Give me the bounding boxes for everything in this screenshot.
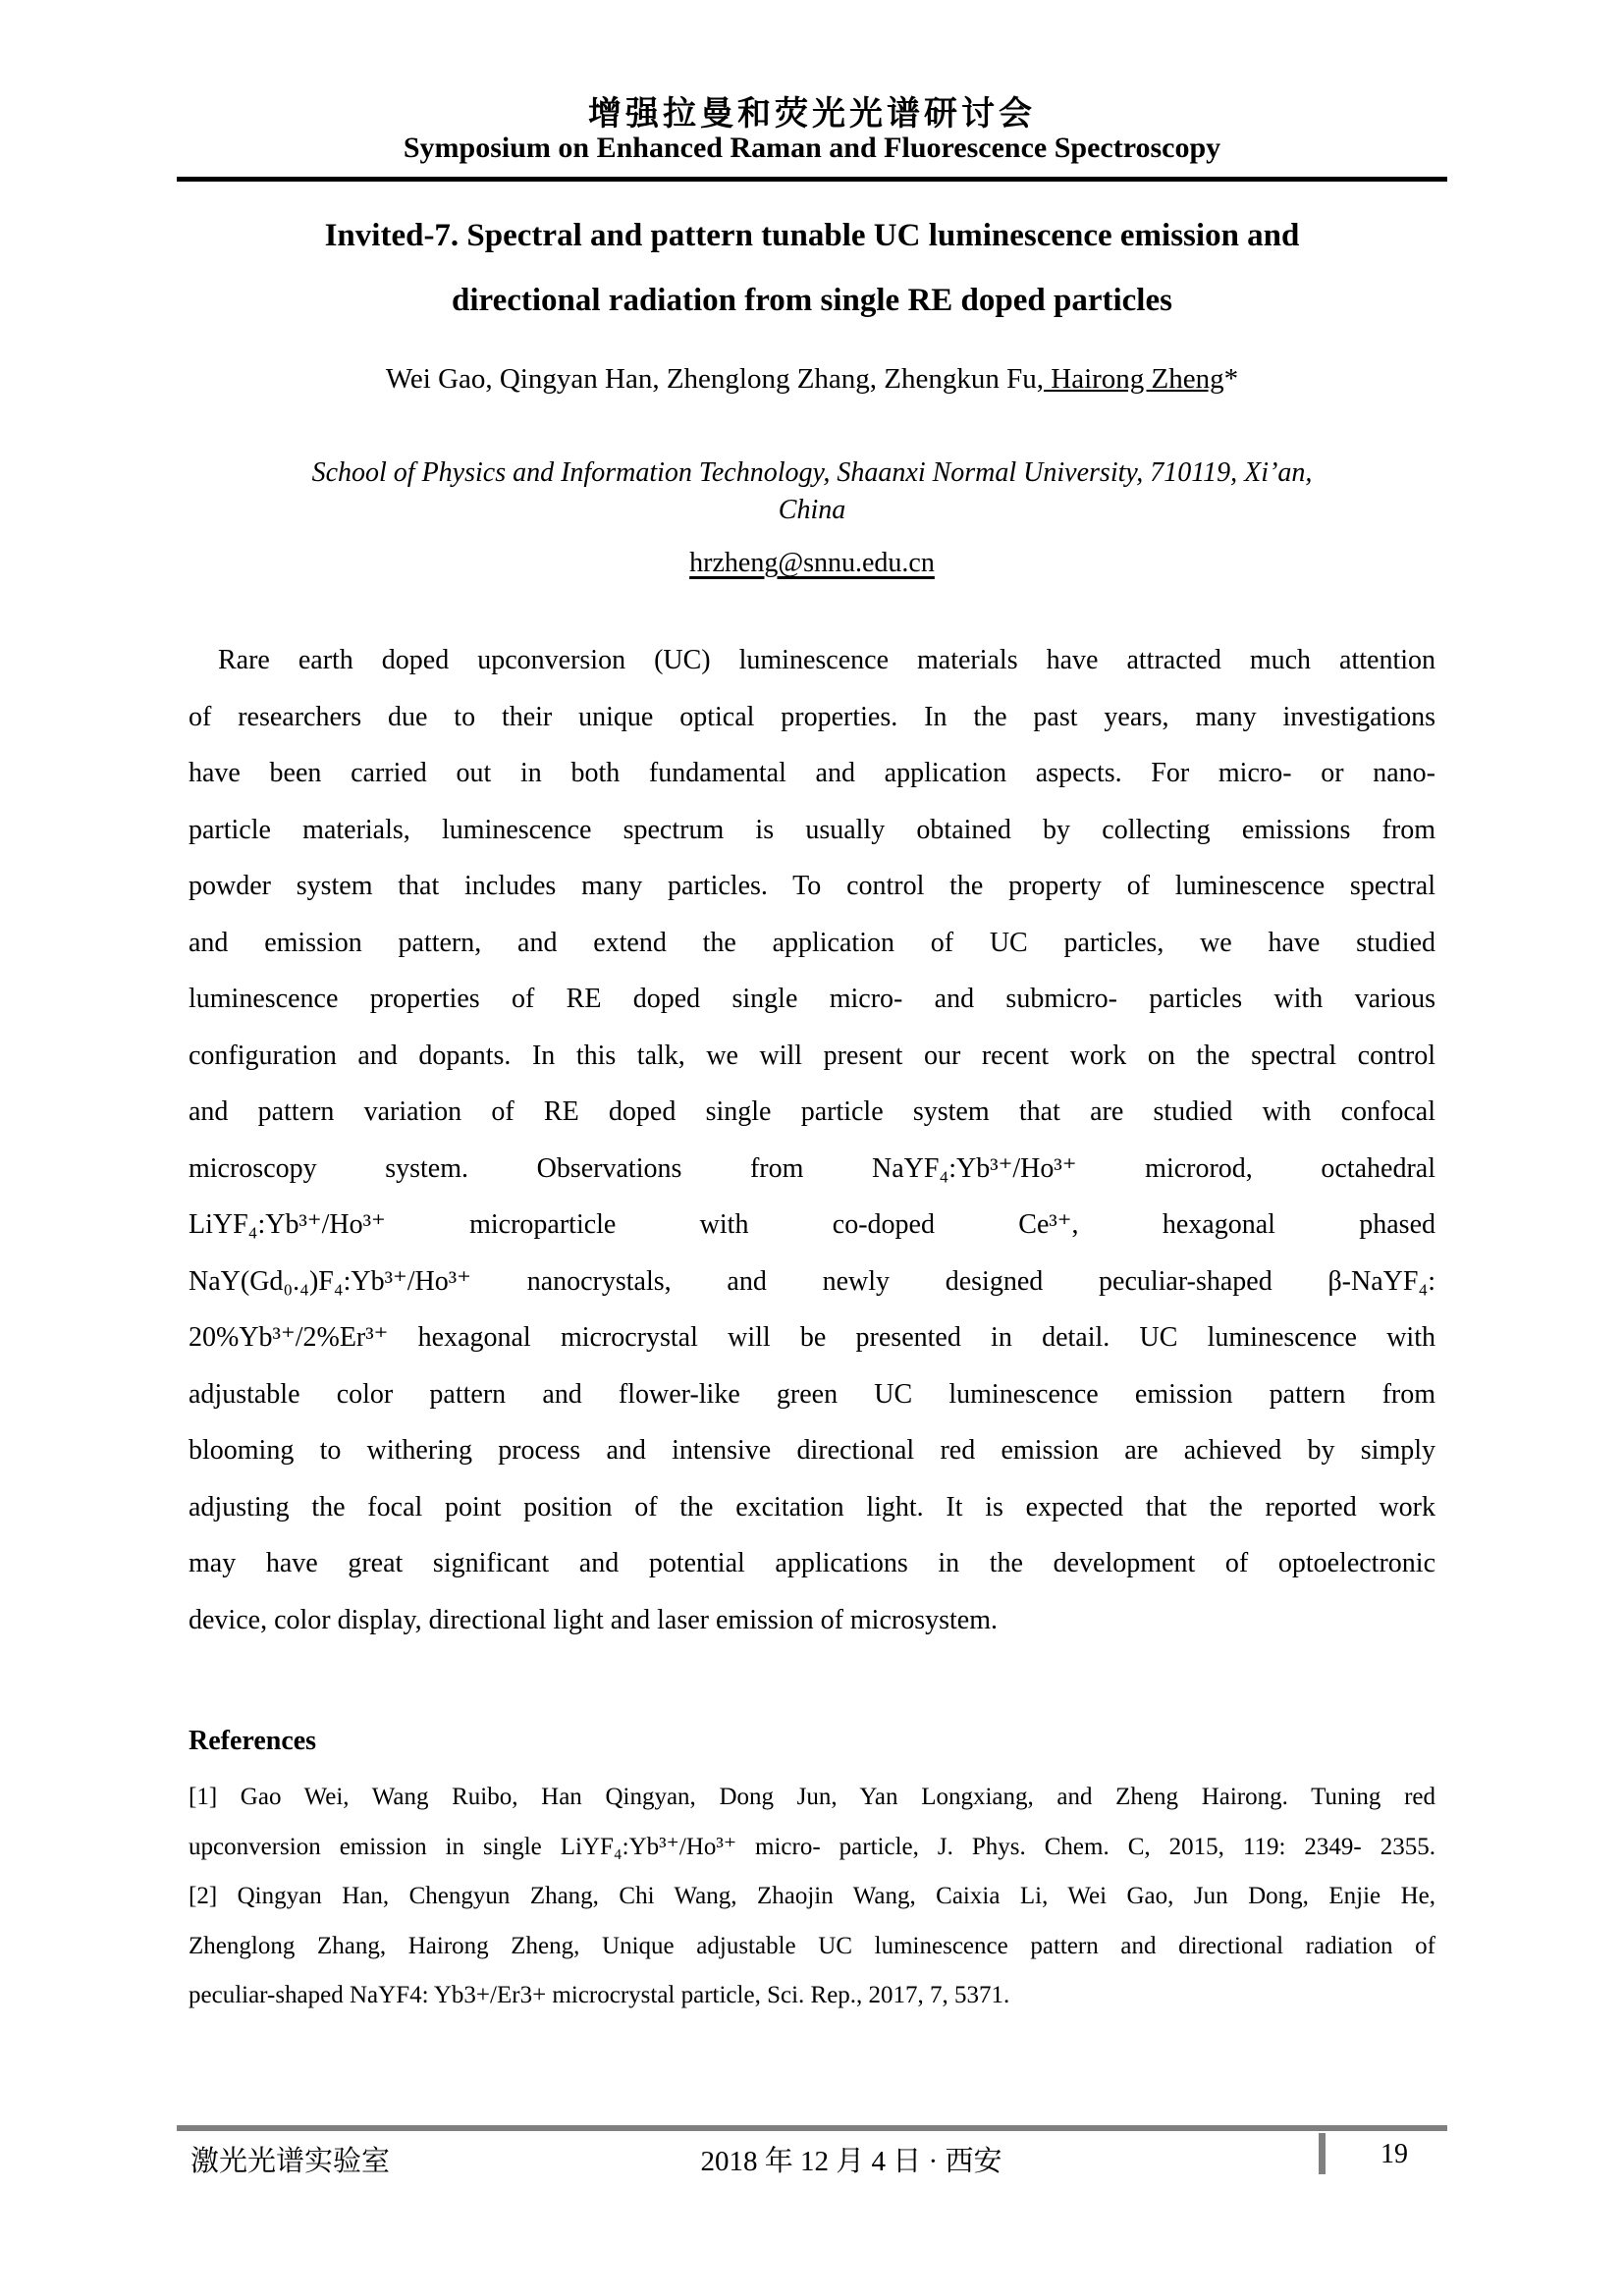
affiliation-line1: School of Physics and Information Technology, Shaanxi Normal University, 710119, Xi’an, xyxy=(311,457,1313,488)
body-line: and pattern variation of RE doped single particle system that are studied with confocal xyxy=(189,1096,1435,1127)
reference-line: Zhenglong Zhang, Hairong Zheng, Unique adjustable UC luminescence pattern and directional radiation of xyxy=(189,1932,1435,1959)
footer-date: 2018 年 12 月 4 日 · 西安 xyxy=(700,2146,1002,2177)
body-line: microscopy system. Observations from NaYF₄:Yb³⁺/Ho³⁺ microrod, octahedral xyxy=(189,1152,1435,1184)
header-title-zh: 增强拉曼和荧光光谱研讨会 xyxy=(588,96,1036,133)
affiliation-line2: China xyxy=(778,495,846,525)
footer-page-number: 19 xyxy=(1380,2139,1408,2169)
email-row xyxy=(0,548,1624,579)
references-heading: References xyxy=(189,1726,317,1756)
abstract-title-line1: Invited-7. Spectral and pattern tunable UC luminescence emission and xyxy=(324,218,1300,253)
authors-line xyxy=(0,363,1624,396)
header-rule xyxy=(177,177,1447,182)
abstract-title-line2: directional radiation from single RE doped particles xyxy=(452,283,1172,318)
reference-line: peculiar-shaped NaYF4: Yb3+/Er3+ microcrystal particle, Sci. Rep., 2017, 7, 5371. xyxy=(189,1982,1010,2008)
reference-line: [2] Qingyan Han, Chengyun Zhang, Chi Wang, Zhaojin Wang, Caixia Li, Wei Gao, Jun Dong, Enjie He, xyxy=(189,1883,1435,1909)
body-line: and emission pattern, and extend the application of UC particles, we have studied xyxy=(189,927,1435,958)
body-line: luminescence properties of RE doped single micro- and submicro- particles with various xyxy=(189,984,1435,1014)
body-line: powder system that includes many particles. To control the property of luminescence spectral xyxy=(189,871,1435,901)
body-line: NaY(Gd₀.₄)F₄:Yb³⁺/Ho³⁺ nanocrystals, and newly designed peculiar-shaped β-NaYF₄: xyxy=(189,1265,1435,1297)
body-line: have been carried out in both fundamental and application aspects. For micro- or nano- xyxy=(189,758,1435,788)
reference-line: upconversion emission in single LiYF₄:Yb³⁺/Ho³⁺ micro- particle, J. Phys. Chem. C, 2015, 119: 2349- 2355. xyxy=(189,1833,1435,1860)
footer xyxy=(177,2131,1447,2180)
abstract-body xyxy=(189,632,1435,1648)
body-line: blooming to withering process and intensive directional red emission are achieved by simply xyxy=(189,1435,1435,1466)
body-line: Rare earth doped upconversion (UC) luminescence materials have attracted much attention xyxy=(218,645,1435,675)
corresponding-asterisk: * xyxy=(1223,363,1239,395)
body-line: 20%Yb³⁺/2%Er³⁺ hexagonal microcrystal will be presented in detail. UC luminescence with xyxy=(189,1322,1435,1353)
footer-lab-label: 激光光谱实验室 xyxy=(190,2146,391,2177)
body-line: adjusting the focal point position of the excitation light. It is expected that the reported work xyxy=(189,1491,1435,1522)
reference-line: [1] Gao Wei, Wang Ruibo, Han Qingyan, Dong Jun, Yan Longxiang, and Zheng Hairong. Tuning red xyxy=(189,1784,1435,1810)
email-link[interactable]: hrzheng@snnu.edu.cn xyxy=(689,548,935,578)
references-list xyxy=(189,1773,1435,2021)
body-line: of researchers due to their unique optical properties. In the past years, many investigations xyxy=(189,701,1435,732)
body-line: configuration and dopants. In this talk, we will present our recent work on the spectral control xyxy=(189,1040,1435,1071)
author-corresponding: Hairong Zheng xyxy=(1044,363,1224,395)
footer-divider xyxy=(1319,2133,1326,2174)
body-line: may have great significant and potential applications in the development of optoelectronic xyxy=(189,1548,1435,1578)
body-line: device, color display, directional light and laser emission of microsystem. xyxy=(189,1604,998,1635)
header-title-en: Symposium on Enhanced Raman and Fluorescence Spectroscopy xyxy=(403,132,1221,164)
body-line: LiYF₄:Yb³⁺/Ho³⁺ microparticle with co-doped Ce³⁺, hexagonal phased xyxy=(189,1209,1435,1240)
authors-prefix: Wei Gao, Qingyan Han, Zhenglong Zhang, Zhengkun Fu, xyxy=(385,363,1045,395)
body-line: adjustable color pattern and flower-like green UC luminescence emission pattern from xyxy=(189,1378,1435,1410)
body-line: particle materials, luminescence spectrum is usually obtained by collecting emissions from xyxy=(189,814,1435,845)
